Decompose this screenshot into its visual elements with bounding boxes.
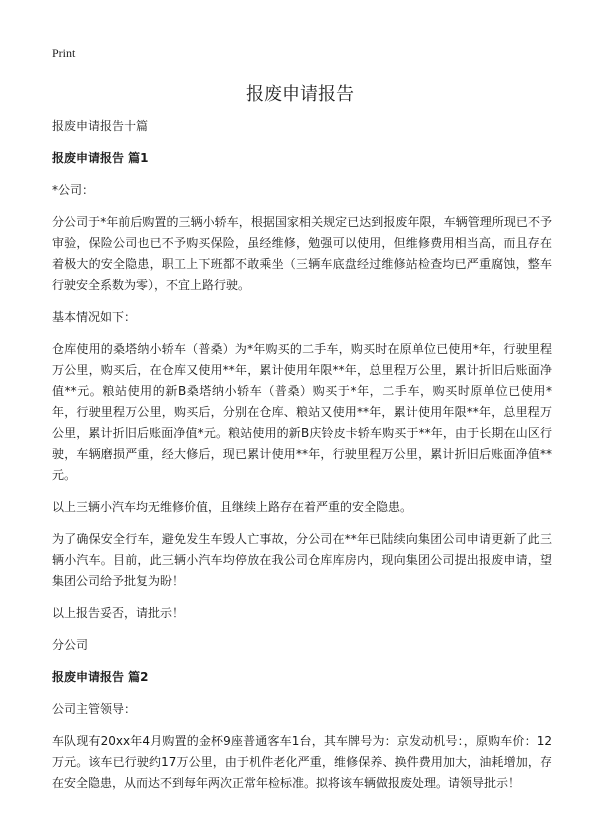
section-2-heading: 报废申请报告 篇2 xyxy=(52,670,149,684)
section-1-paragraph-5: 为了确保安全行车，避免发生车毁人亡事故，分公司在**年已陆续向集团公司申请更新了此三辆小汽车。目前，此三辆小汽车均停放在我公司仓库库房内，现向集团公司提出报废申请，望集团公司给予批复为盼！ xyxy=(52,532,552,588)
section-1-salutation: *公司： xyxy=(52,183,95,197)
document-subtitle: 报废申请报告十篇 xyxy=(52,119,149,133)
document-body xyxy=(52,116,552,804)
section-1-paragraph-3: 仓库使用的桑塔纳小轿车（普桑）为*年购买的二手车，购买时在原单位已使用*年，行驶里程万公里，购买后，在仓库又使用**年，累计使用年限**年，总里程万公里，累计折旧后账面净值**元。粮站使用的新B桑塔纳小轿车（普桑）购买于*年，二手车，购买时原单位已使用*年，行驶里程万公里，购买后，分别在仓库、粮站又使用**年，累计使用年限**年，总里程万公里，累计折旧后账面净值*元。粮站使用的新B庆铃皮卡轿车购买于**年，由于长期在山区行驶，车辆磨损严重，经大修后，现已累计使用**年，行驶里程万公里，累计折旧后账面净值**元。 xyxy=(52,342,552,482)
section-1-heading: 报废申请报告 篇1 xyxy=(52,151,149,165)
section-1-paragraph-6: 以上报告妥否，请批示！ xyxy=(52,606,185,620)
section-2-salutation: 公司主管领导： xyxy=(52,702,137,716)
page-title: 报废申请报告 xyxy=(246,84,354,105)
section-1-paragraph-1: 分公司于*年前后购置的三辆小轿车，根据国家相关规定已达到报废年限，车辆管理所现已不予审验，保险公司也已不予购买保险，虽经维修，勉强可以使用，但维修费用相当高，而且存在着极大的安全隐患，职工上下班都不敢乘坐（三辆车底盘经过维修站检查均已严重腐蚀，整车行驶安全系数为零），不宜上路行驶。 xyxy=(52,215,552,292)
section-1-signature: 分公司 xyxy=(52,638,89,652)
section-2-paragraph-1: 车队现有20xx年4月购置的金杯9座普通客车1台，其车牌号为：京发动机号：，原购车价：12万元。该车已行驶约17万公里，由于机件老化严重，维修保养、换件费用加大，油耗增加，存在安全隐患，从而达不到每年两次正常年检标准。拟将该车辆做报废处理。请领导批示！ xyxy=(52,734,552,790)
section-1-paragraph-2: 基本情况如下： xyxy=(52,310,137,324)
print-label: Print xyxy=(52,46,76,60)
section-1-paragraph-4: 以上三辆小汽车均无维修价值，且继续上路存在着严重的安全隐患。 xyxy=(52,500,413,514)
